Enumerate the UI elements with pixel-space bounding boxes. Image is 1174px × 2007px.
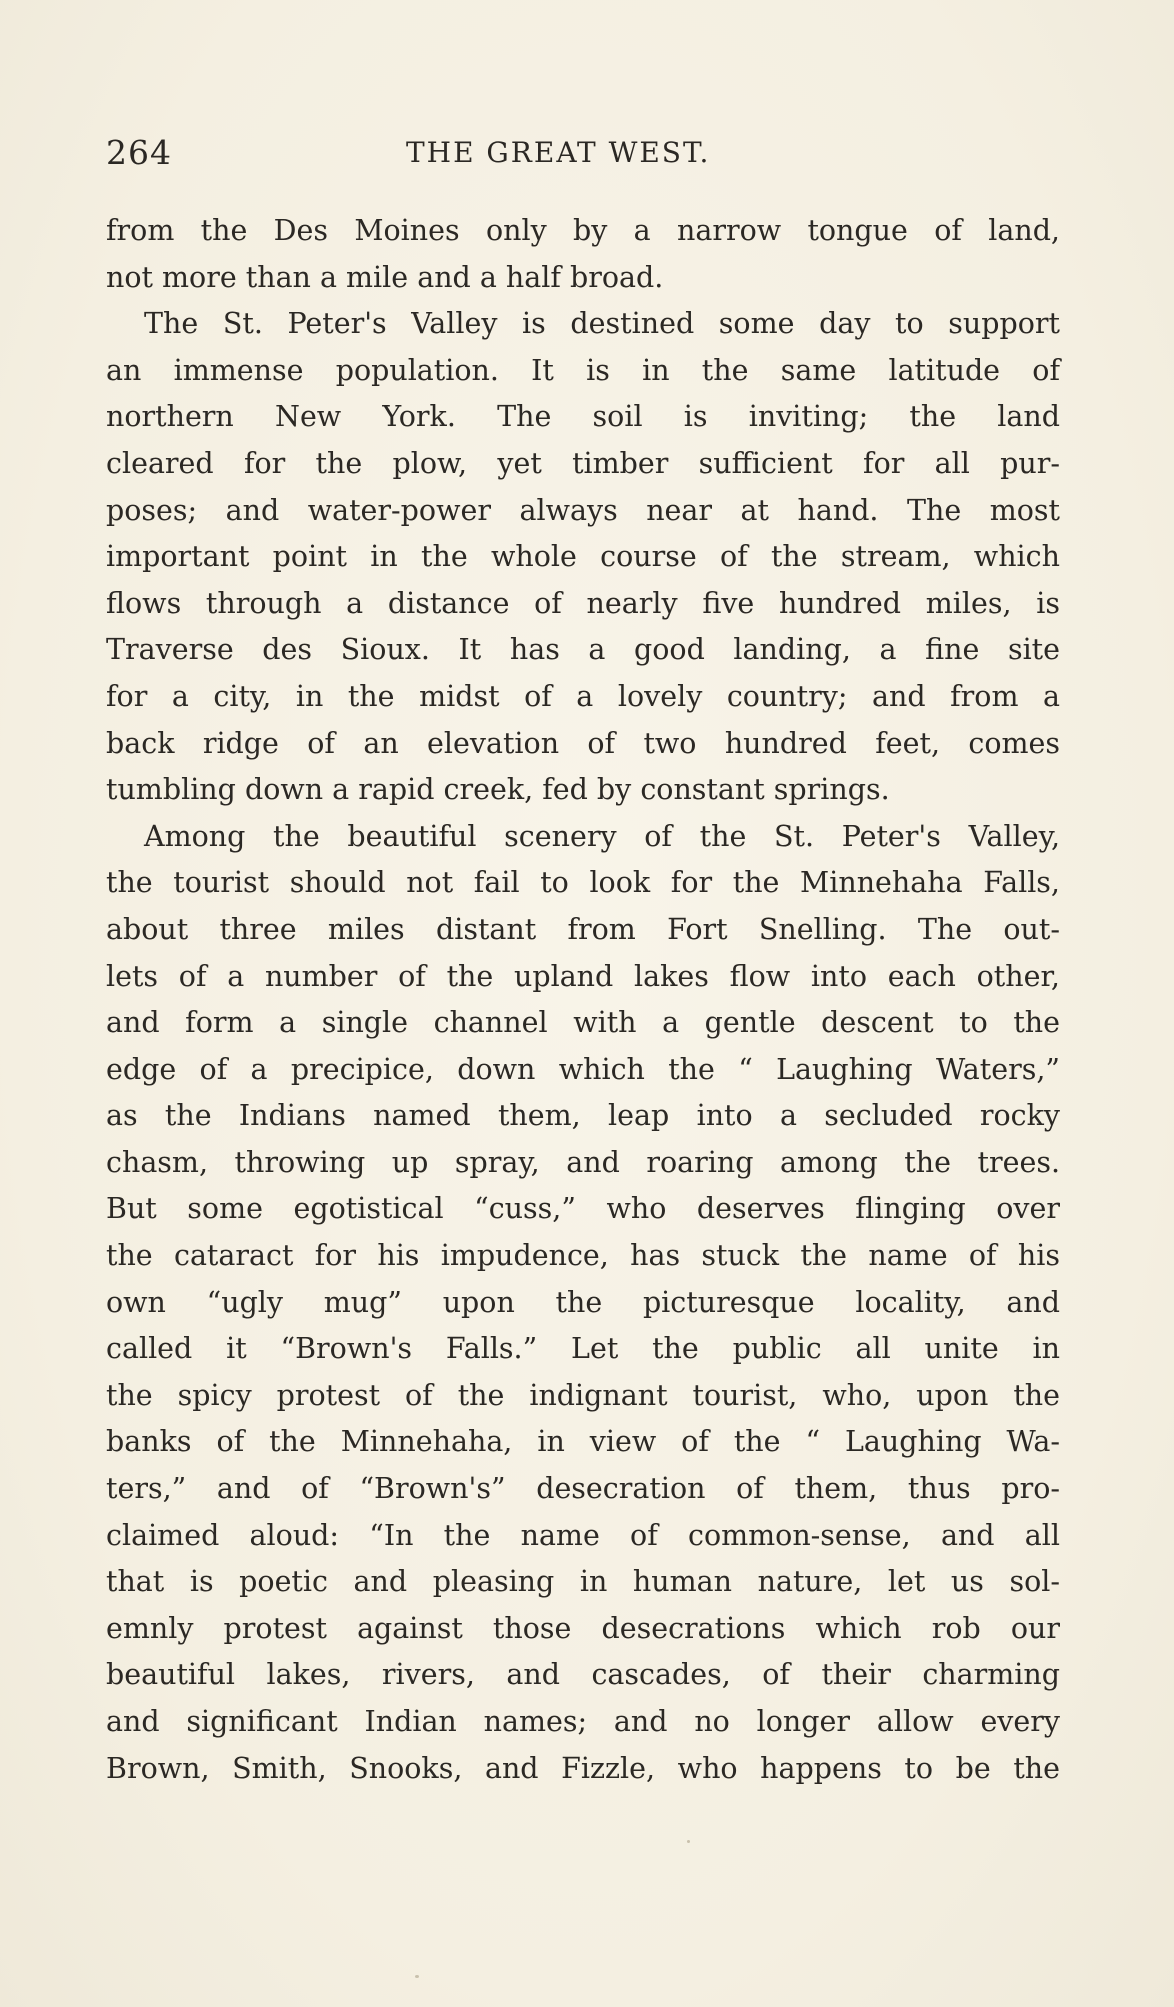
running-title: THE GREAT WEST.	[406, 136, 711, 169]
page-number: 264	[106, 133, 172, 172]
text-line: But some egotistical “cuss,” who deserves flinging over	[106, 1192, 1060, 1226]
paper-speck	[415, 1975, 419, 1978]
text-line: northern New York. The soil is inviting; the land	[106, 400, 1060, 434]
text-line: beautiful lakes, rivers, and cascades, of their charming	[106, 1658, 1060, 1692]
text-line: own “ugly mug” upon the picturesque locality, and	[106, 1285, 1060, 1319]
text-line: called it “Brown's Falls.” Let the public all unite in	[106, 1332, 1060, 1366]
text-line: not more than a mile and a half broad.	[106, 260, 664, 294]
running-head	[106, 133, 1056, 173]
text-line: from the Des Moines only by a narrow tongue of land,	[106, 214, 1060, 247]
text-line: back ridge of an elevation of two hundred feet, comes	[106, 726, 1060, 760]
text-line: the cataract for his impudence, has stuck the name of his	[106, 1239, 1060, 1273]
text-line: as the Indians named them, leap into a secluded rocky	[106, 1099, 1060, 1133]
text-line: ters,” and of “Brown's” desecration of them, thus pro-	[106, 1472, 1060, 1506]
text-line: edge of a precipice, down which the “ Laughing Waters,”	[106, 1052, 1060, 1086]
text-line: claimed aloud: “In the name of common-sense, and all	[106, 1518, 1060, 1552]
text-line: about three miles distant from Fort Snelling. The out-	[106, 912, 1060, 946]
text-line: and form a single channel with a gentle descent to the	[106, 1006, 1060, 1040]
text-line: tumbling down a rapid creek, fed by constant springs.	[106, 773, 890, 807]
text-line: cleared for the plow, yet timber sufficient for all pur-	[106, 446, 1060, 480]
text-line: banks of the Minnehaha, in view of the “ Laughing Wa-	[106, 1425, 1060, 1459]
text-line: Brown, Smith, Snooks, and Fizzle, who happens to be the	[106, 1751, 1060, 1785]
text-line: Traverse des Sioux. It has a good landing, a fine site	[106, 633, 1060, 667]
text-line: and significant Indian names; and no longer allow every	[106, 1705, 1060, 1738]
text-line: emnly protest against those desecrations which rob our	[106, 1611, 1060, 1645]
body-text	[106, 208, 1060, 1792]
text-line: lets of a number of the upland lakes flow into each other,	[106, 959, 1060, 993]
paper-speck	[687, 1840, 690, 1843]
text-line: The St. Peter's Valley is destined some day to support	[144, 307, 1060, 341]
text-line: that is poetic and pleasing in human nature, let us sol-	[106, 1565, 1060, 1599]
text-line: for a city, in the midst of a lovely country; and from a	[106, 679, 1060, 713]
text-line: Among the beautiful scenery of the St. Peter's Valley,	[144, 819, 1060, 853]
text-line: flows through a distance of nearly five hundred miles, is	[106, 586, 1060, 620]
text-line: important point in the whole course of the stream, which	[106, 540, 1060, 574]
text-line: an immense population. It is in the same latitude of	[106, 353, 1060, 387]
text-line: chasm, throwing up spray, and roaring among the trees.	[106, 1145, 1060, 1179]
text-line: the tourist should not fail to look for the Minnehaha Falls,	[106, 866, 1060, 900]
text-line: the spicy protest of the indignant tourist, who, upon the	[106, 1378, 1060, 1412]
text-line: poses; and water-power always near at hand. The most	[106, 493, 1060, 527]
